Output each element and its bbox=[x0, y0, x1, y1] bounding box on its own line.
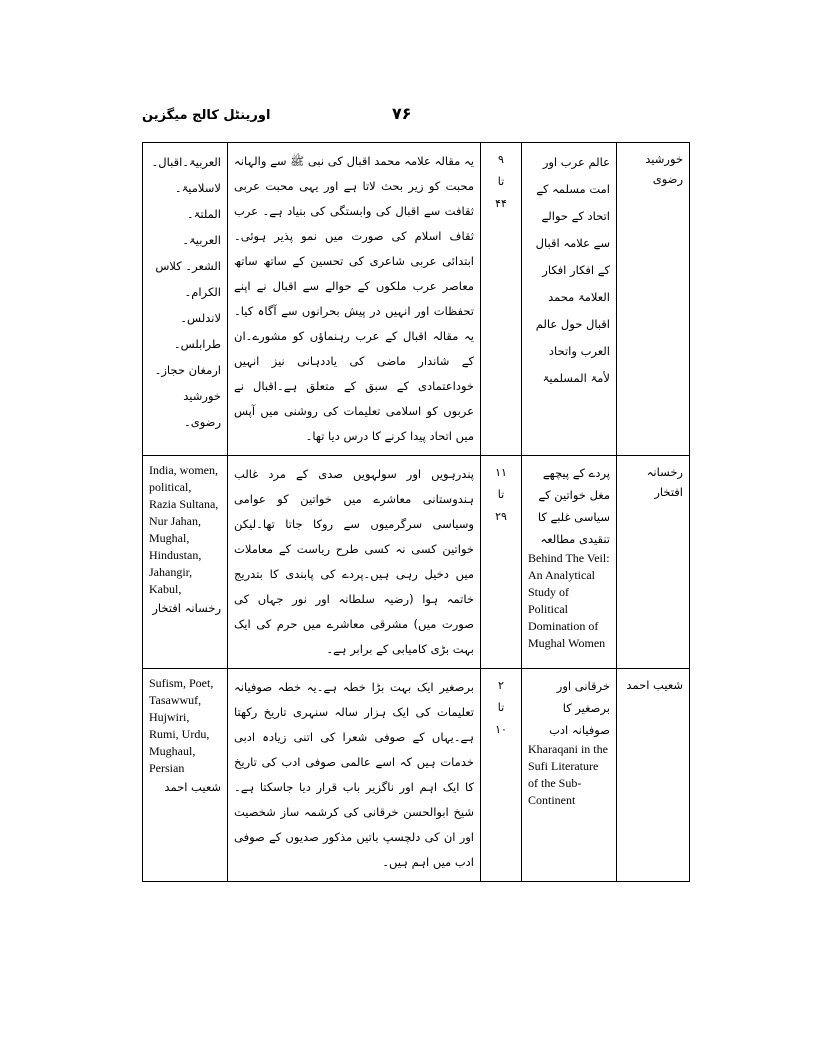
abstract-text: پندرہویں اور سولہویں صدی کے مرد غالب ہندوستانی معاشرے میں خواتین کو عوامی وسیاسی سرگرمیوں سے روکا جاتا تھا۔لیکن خواتین کسی نہ کسی طرح ریاست کے معاملات میں دخیل رہی ہیں۔پردے کی پابندی کا بتدریج خاتمہ ہوا (رضیہ سلطانہ اور نور جہاں کی صورت میں) مشرقی معاشرے میں حرم کی ایک بہت بڑی کامیابی کے برابر ہے۔ bbox=[234, 467, 474, 656]
index-table bbox=[142, 142, 690, 882]
title-urdu: عالم عرب اور امت مسلمہ کے اتحاد کے حوالے سے علامہ اقبال کے افکار افکار العلامۃ محمد اقبال حول عالم العرب واتحاد لأمۃ المسلمیۃ bbox=[535, 155, 610, 385]
page-number: ۷۶ bbox=[392, 104, 412, 123]
pages-cell bbox=[481, 669, 522, 882]
page-to: ۴۴ bbox=[495, 197, 507, 210]
title-cell bbox=[522, 456, 617, 669]
title-cell bbox=[522, 669, 617, 882]
page-to-label: تا bbox=[497, 701, 505, 714]
title-english: Kharaqani in the Sufi Literature of the Sub-Continent bbox=[528, 742, 608, 807]
abstract-cell bbox=[228, 456, 481, 669]
title-english: Behind The Veil: An Analytical Study of Political Domination of Mughal Women bbox=[528, 551, 610, 650]
page-from: ۲ bbox=[498, 679, 504, 692]
pages-cell bbox=[481, 143, 522, 456]
keywords-urdu: رخسانہ افتخار bbox=[152, 601, 221, 615]
page-to-label: تا bbox=[497, 175, 505, 188]
keywords-urdu: العربیۃ۔اقبال۔ لاسلامیۃ۔الملتۃ۔ العربیۃ۔الشعر۔ کلاس الکرام۔ لاندلس۔ طرابلس۔ارمغان حجاز۔ خورشید رضوی۔ bbox=[151, 155, 221, 429]
table-row bbox=[143, 669, 690, 882]
title-urdu: خرقانی اور برصغیر کا صوفیانہ ادب bbox=[549, 679, 610, 737]
author-cell bbox=[617, 143, 690, 456]
journal-name: اورینٹل کالج میگزین bbox=[142, 108, 271, 123]
abstract-text: برصغیر ایک بہت بڑا خطہ ہے۔یہ خطہ صوفیانہ تعلیمات کی ایک ہزار سالہ سنہری تاریخ رکھتا ہے۔یہاں کے صوفی شعرا کی اتنی زیادہ ادبی خدمات ہیں کہ اسے عالمی صوفی ادب کی تاریخ کا ایک اہم اور ناگزیر باب قرار دیا جاسکتا ہے۔شیخ ابوالحسن خرقانی کی کرشمہ ساز شخصیت اور ان کی دلچسپ باتیں مذکور صدیوں کے صوفی ادب میں اہم ہیں۔ bbox=[234, 680, 474, 869]
page-from: ۱۱ bbox=[495, 466, 507, 479]
keywords-cell bbox=[143, 143, 228, 456]
page-to-label: تا bbox=[497, 488, 505, 501]
page-from: ۹ bbox=[498, 153, 504, 166]
author-name: خورشید رضوی bbox=[645, 152, 683, 186]
abstract-cell bbox=[228, 143, 481, 456]
table-row bbox=[143, 456, 690, 669]
title-urdu: پردے کے پیچھے مغل خواتین کے سیاسی غلبے کا تنقیدی مطالعہ bbox=[537, 466, 610, 546]
author-cell bbox=[617, 456, 690, 669]
abstract-cell bbox=[228, 669, 481, 882]
author-cell bbox=[617, 669, 690, 882]
keywords-cell bbox=[143, 456, 228, 669]
keywords-english: Sufism, Poet, Tasawwuf, Hujwiri, Rumi, Urdu, Mughaul, Persian bbox=[149, 676, 214, 775]
abstract-text: یہ مقالہ علامہ محمد اقبال کی نبی ﷺ سے والہانہ محبت کو زیر بحث لاتا ہے اور یہی محبت عربی ثقافت سے اقبال کی وابستگی کی بنیاد ہے۔ عرب ثقاف اسلام کی صورت میں نمو پذیر ہوئی۔ ابتدائی عربی شاعری کی تحسین کے ساتھ ساتھ معاصر عرب ملکوں کے حوالے سے اقبال نے اپنے تحفظات اور انہیں در پیش بحرانوں سے آگاہ کیا۔ یہ مقالہ اقبال کے عرب رہنماؤں کو مشورے۔ان کے شاندار ماضی کی یاددہانی نیز انہیں خوداعتمادی کے سبق کے متعلق ہے۔اقبال نے عربوں کو اسلامی تعلیمات کی روشنی میں آپس میں اتحاد پیدا کرنے کا درس دیا تھا۔ bbox=[234, 154, 474, 443]
page-header bbox=[142, 104, 682, 134]
keywords-english: India, women, political, Razia Sultana, Nur Jahan, Mughal, Hindustan, Jahangir, Kabul, bbox=[149, 463, 219, 596]
title-cell bbox=[522, 143, 617, 456]
author-name: رخسانہ افتخار bbox=[646, 465, 683, 499]
keywords-cell bbox=[143, 669, 228, 882]
page-to: ۱۰ bbox=[495, 723, 507, 736]
page-to: ۲۹ bbox=[495, 510, 507, 523]
table-row bbox=[143, 143, 690, 456]
pages-cell bbox=[481, 456, 522, 669]
keywords-urdu: شعیب احمد bbox=[164, 780, 221, 794]
author-name: شعیب احمد bbox=[626, 678, 683, 692]
